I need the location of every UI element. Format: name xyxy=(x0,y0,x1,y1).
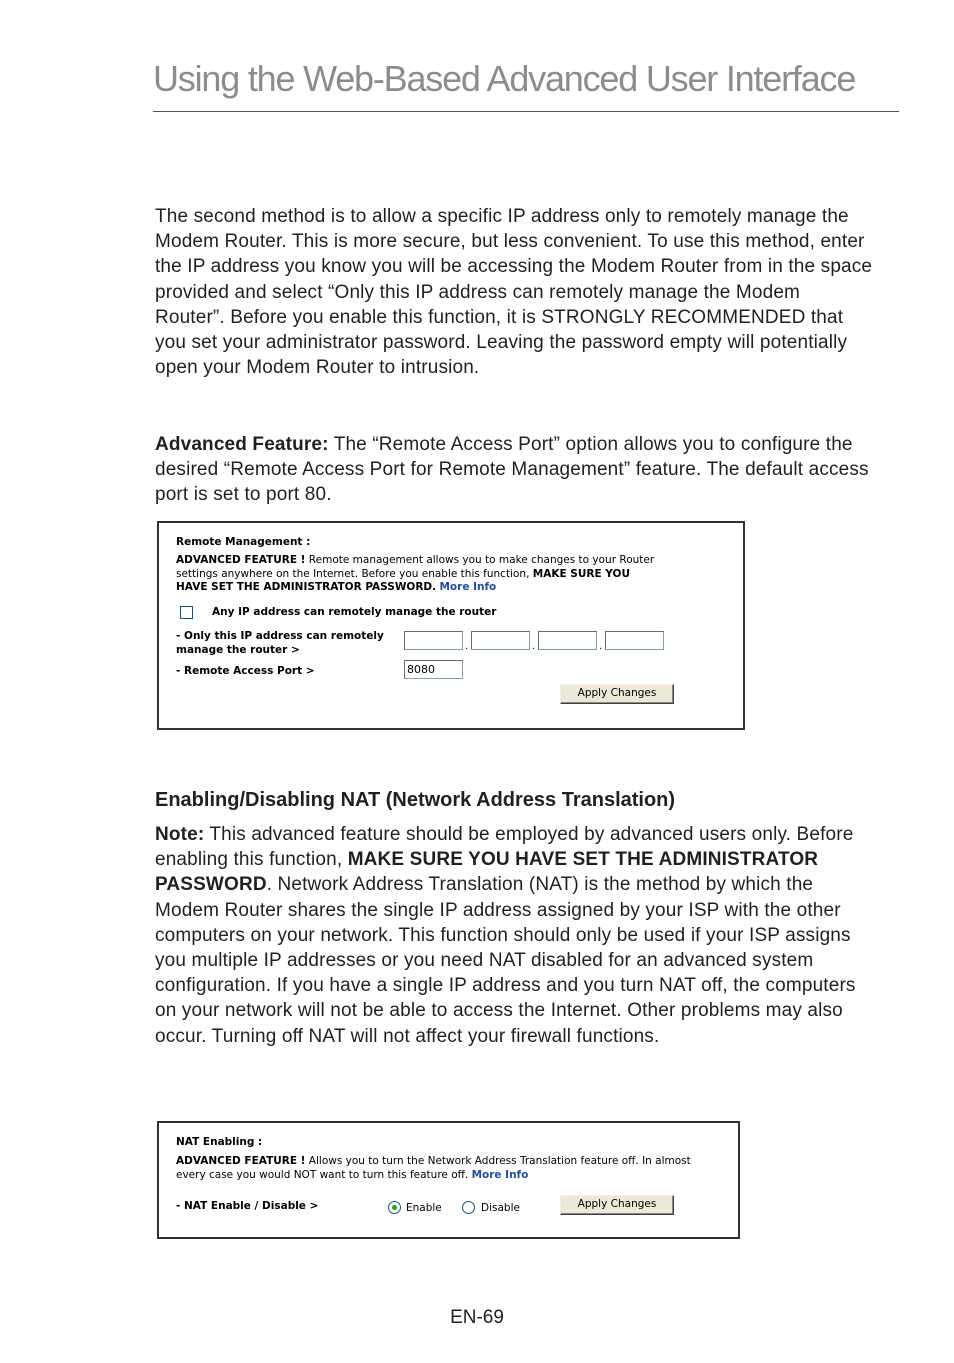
nat-enable-label: Enable xyxy=(406,1202,442,1214)
ip-dot-separator: . xyxy=(465,641,469,652)
remote-advanced-bold-2: HAVE SET THE ADMINISTRATOR PASSWORD. xyxy=(176,581,437,593)
remote-port-label: - Remote Access Port > xyxy=(176,665,315,677)
paragraph-remote-ip: The second method is to allow a specific IP address only to remotely manage the Modem Router. This is more secure, but less convenient. To use this method, enter the IP address you know you will be accessing the Modem Router from in the space provided and select “Only this IP address can remotely manage the Modem Router”. Before you enable this function, it is STRONGLY RECOMMENDED that you set your administrator password. Leaving the password empty will potentially open your Modem Router to intrusion. xyxy=(155,206,873,379)
note-bold: MAKE SURE YOU HAVE SET THE ADMINISTRATOR PASSWORD xyxy=(155,849,819,896)
page-number: EN-69 xyxy=(450,1307,504,1328)
paragraph-advanced-feature xyxy=(155,432,875,508)
remote-advanced-label: ADVANCED FEATURE ! xyxy=(176,554,306,566)
title-rule xyxy=(153,111,899,112)
only-ip-label-line-1: - Only this IP address can remotely xyxy=(176,630,384,642)
ip-dot-separator: . xyxy=(532,641,536,652)
nat-enabling-panel xyxy=(157,1121,740,1239)
page-title: Using the Web-Based Advanced User Interface xyxy=(153,58,856,99)
remote-management-panel xyxy=(157,521,745,730)
remote-advanced-bold-1: MAKE SURE YOU xyxy=(532,567,630,580)
section-heading-nat: Enabling/Disabling NAT (Network Address Translation) xyxy=(155,789,676,811)
nat-advanced-label: ADVANCED FEATURE ! xyxy=(176,1155,306,1167)
nat-toggle-label: - NAT Enable / Disable > xyxy=(176,1200,319,1212)
remote-port-input[interactable]: 8080 xyxy=(404,660,463,679)
nat-advanced-text-1: Allows you to turn the Network Address Translation feature off. In almost xyxy=(305,1155,691,1167)
note-label: Note: xyxy=(155,824,205,845)
advanced-feature-text: The “Remote Access Port” option allows you to configure the desired “Remote Access Port for Remote Management” feature. The default access port is set to port 80. xyxy=(155,434,869,506)
any-ip-checkbox[interactable] xyxy=(180,606,193,619)
nat-advanced-text-2: every case you would NOT want to turn this feature off. xyxy=(176,1168,472,1181)
note-text-2: . Network Address Translation (NAT) is the method by which the Modem Router shares the single IP address assigned by your ISP with the other computers on your network. This function should only be used if your ISP assigns you multiple IP addresses or you need NAT disabled for an advanced system configuration. If you have a single IP address and you turn NAT off, the computers on your network will not be able to access the Internet. Other problems may also occur. Turning off NAT will not affect your firewall functions. xyxy=(155,874,856,1047)
ip-octet-1-input[interactable] xyxy=(404,631,463,650)
nat-advanced-note xyxy=(176,1155,691,1182)
remote-management-title: Remote Management : xyxy=(176,536,311,548)
note-text-1: This advanced feature should be employed by advanced users only. Before enabling this function, xyxy=(155,824,854,871)
any-ip-label: Any IP address can remotely manage the router xyxy=(212,606,497,618)
only-ip-label-line-2: manage the router > xyxy=(176,644,300,656)
remote-more-info-link[interactable]: More Info xyxy=(439,581,497,593)
remote-advanced-note xyxy=(176,554,654,595)
nat-disable-label: Disable xyxy=(481,1202,520,1214)
ip-octet-2-input[interactable] xyxy=(471,631,530,650)
remote-advanced-text-1: Remote management allows you to make changes to your Router xyxy=(305,554,655,566)
nat-apply-changes-button[interactable]: Apply Changes xyxy=(560,1195,674,1215)
ip-dot-separator: . xyxy=(599,641,603,652)
ip-octet-3-input[interactable] xyxy=(538,631,597,650)
advanced-feature-label: Advanced Feature: xyxy=(155,434,329,455)
nat-enabling-title: NAT Enabling : xyxy=(176,1136,263,1148)
only-ip-label xyxy=(176,629,384,657)
nat-enable-radio[interactable] xyxy=(388,1201,401,1214)
ip-octet-4-input[interactable] xyxy=(605,631,664,650)
nat-disable-radio[interactable] xyxy=(462,1201,475,1214)
nat-more-info-link[interactable]: More Info xyxy=(471,1168,529,1181)
remote-apply-changes-button[interactable]: Apply Changes xyxy=(560,684,674,704)
paragraph-nat-note xyxy=(155,822,875,1049)
remote-advanced-text-2: settings anywhere on the Internet. Before you enable this function, xyxy=(176,567,533,580)
